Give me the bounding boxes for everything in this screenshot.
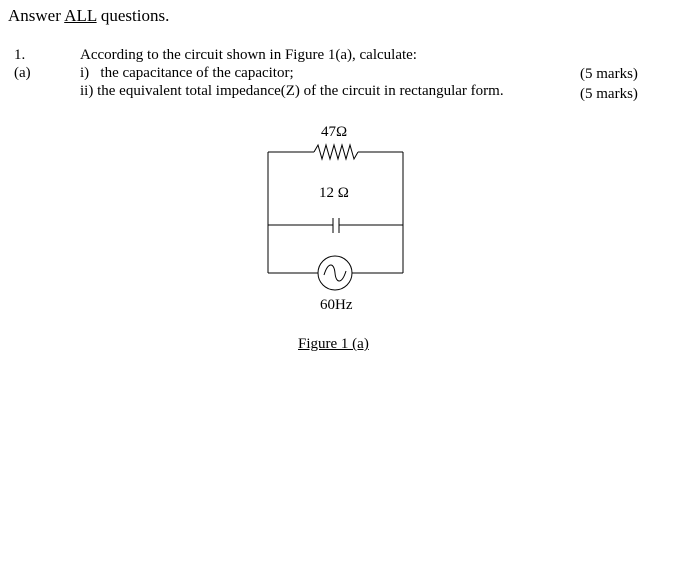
heading-suffix: questions. bbox=[100, 6, 170, 25]
question-intro: According to the circuit shown in Figure 1(a), calculate: bbox=[80, 47, 417, 63]
source-frequency-label: 60Hz bbox=[320, 297, 353, 313]
question-number: 1. bbox=[14, 47, 26, 63]
question-item-2: ii) the equivalent total impedance(Z) of the circuit in rectangular form. bbox=[80, 83, 504, 99]
resistor-12-label: 12 Ω bbox=[319, 185, 349, 201]
question-part: (a) bbox=[14, 65, 31, 81]
resistor-47-label: 47Ω bbox=[321, 124, 348, 140]
marks-item-1: (5 marks) bbox=[580, 66, 638, 82]
question-item-1: i) the capacitance of the capacitor; bbox=[80, 65, 294, 81]
resistor-47-symbol bbox=[314, 145, 358, 159]
heading-emphasis: ALL bbox=[64, 6, 97, 25]
sine-wave-icon bbox=[324, 265, 346, 281]
heading-prefix: Answer bbox=[8, 6, 61, 25]
marks-item-2: (5 marks) bbox=[580, 86, 638, 102]
figure-caption: Figure 1 (a) bbox=[298, 336, 369, 352]
